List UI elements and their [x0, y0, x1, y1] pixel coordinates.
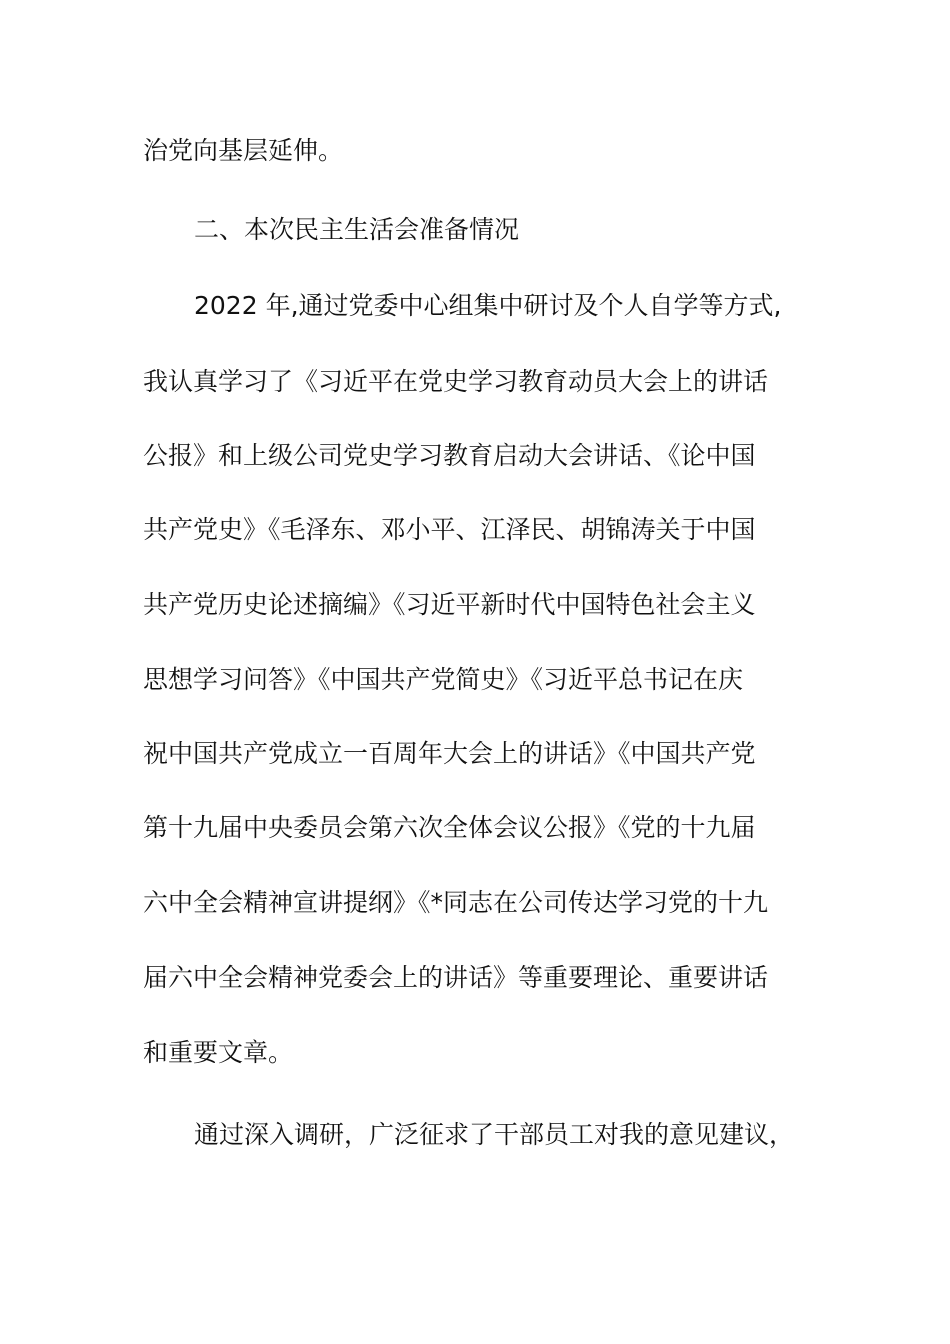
paragraph-line: 治党向基层延伸。 — [143, 136, 344, 165]
paragraph-line: 通过深入调研，广泛征求了干部员工对我的意见建议， — [194, 1120, 795, 1149]
section-heading: 二、本次民主生活会准备情况 — [194, 215, 520, 244]
paragraph-line: 2022 年,通过党委中心组集中研讨及个人自学等方式, — [194, 291, 782, 320]
paragraph-line: 思想学习问答》《中国共产党简史》《习近平总书记在庆 — [143, 665, 744, 694]
paragraph-line: 和重要文章。 — [143, 1038, 294, 1067]
paragraph-line: 共产党史》《毛泽东、邓小平、江泽民、胡锦涛关于中国 — [143, 515, 756, 544]
paragraph-line: 祝中国共产党成立一百周年大会上的讲话》《中国共产党 — [143, 739, 756, 768]
paragraph-line: 第十九届中央委员会第六次全体会议公报》《党的十九届 — [143, 813, 756, 842]
paragraph-line: 公报》和上级公司党史学习教育启动大会讲话、《论中国 — [143, 441, 756, 470]
paragraph-line: 届六中全会精神党委会上的讲话》等重要理论、重要讲话 — [143, 963, 769, 992]
paragraph-line: 我认真学习了《习近平在党史学习教育动员大会上的讲话 — [143, 367, 769, 396]
paragraph-line: 六中全会精神宣讲提纲》《*同志在公司传达学习党的十九 — [143, 888, 769, 917]
paragraph-line: 共产党历史论述摘编》《习近平新时代中国特色社会主义 — [143, 590, 756, 619]
